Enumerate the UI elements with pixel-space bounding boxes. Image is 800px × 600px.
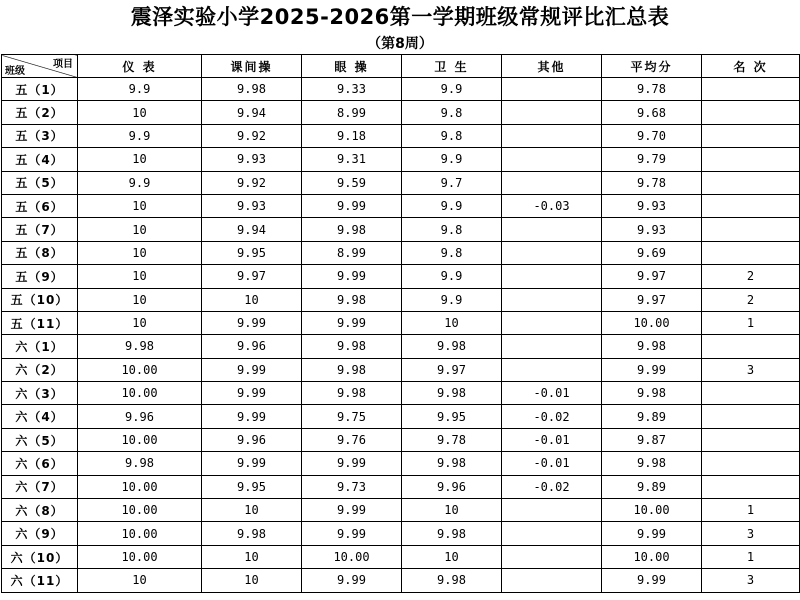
other-cell: -0.01 (502, 452, 602, 475)
class-cell: 五（3） (2, 124, 78, 147)
rank-cell (702, 78, 800, 101)
break-exercise-cell: 9.97 (202, 265, 302, 288)
rank-cell (702, 382, 800, 405)
rank-cell (702, 124, 800, 147)
appearance-cell: 10.00 (78, 475, 202, 498)
break-exercise-cell: 9.93 (202, 194, 302, 217)
rank-cell: 3 (702, 569, 800, 592)
hygiene-cell: 9.98 (402, 522, 502, 545)
hygiene-cell: 9.9 (402, 194, 502, 217)
column-header: 卫 生 (402, 55, 502, 78)
table-row (2, 78, 800, 101)
break-exercise-cell: 9.95 (202, 241, 302, 264)
eye-exercise-cell: 9.59 (302, 171, 402, 194)
appearance-cell: 9.9 (78, 78, 202, 101)
class-cell: 六（5） (2, 428, 78, 451)
average-cell: 9.89 (602, 405, 702, 428)
class-cell: 五（6） (2, 194, 78, 217)
break-exercise-cell: 9.99 (202, 358, 302, 381)
page-title: 震泽实验小学2025-2026第一学期班级常规评比汇总表 (130, 5, 670, 29)
other-cell: -0.01 (502, 382, 602, 405)
appearance-cell: 10 (78, 569, 202, 592)
eye-exercise-cell: 9.98 (302, 288, 402, 311)
other-cell (502, 335, 602, 358)
table-row (2, 194, 800, 217)
column-header: 眼 操 (302, 55, 402, 78)
break-exercise-cell: 9.96 (202, 335, 302, 358)
rank-cell: 2 (702, 265, 800, 288)
table-row (2, 499, 800, 522)
class-cell: 六（2） (2, 358, 78, 381)
rank-cell: 3 (702, 522, 800, 545)
header-row (2, 55, 800, 78)
eye-exercise-cell: 9.18 (302, 124, 402, 147)
hygiene-cell: 9.9 (402, 288, 502, 311)
rank-cell (702, 428, 800, 451)
average-cell: 9.89 (602, 475, 702, 498)
table-row (2, 452, 800, 475)
class-cell: 六（7） (2, 475, 78, 498)
appearance-cell: 10.00 (78, 499, 202, 522)
table-row (2, 311, 800, 334)
table-row (2, 358, 800, 381)
eye-exercise-cell: 9.33 (302, 78, 402, 101)
eye-exercise-cell: 9.75 (302, 405, 402, 428)
eye-exercise-cell: 9.99 (302, 569, 402, 592)
rank-cell (702, 452, 800, 475)
other-cell (502, 171, 602, 194)
class-cell: 六（4） (2, 405, 78, 428)
other-cell: -0.03 (502, 194, 602, 217)
class-cell: 六（9） (2, 522, 78, 545)
break-exercise-cell: 9.99 (202, 382, 302, 405)
rank-cell (702, 171, 800, 194)
eye-exercise-cell: 9.99 (302, 265, 402, 288)
class-cell: 五（7） (2, 218, 78, 241)
break-exercise-cell: 10 (202, 545, 302, 568)
rank-cell (702, 475, 800, 498)
break-exercise-cell: 9.94 (202, 101, 302, 124)
rank-cell: 1 (702, 311, 800, 334)
hygiene-cell: 9.98 (402, 452, 502, 475)
other-cell (502, 78, 602, 101)
eye-exercise-cell: 10.00 (302, 545, 402, 568)
other-cell (502, 124, 602, 147)
average-cell: 9.98 (602, 452, 702, 475)
appearance-cell: 9.9 (78, 171, 202, 194)
hygiene-cell: 9.78 (402, 428, 502, 451)
hygiene-cell: 10 (402, 311, 502, 334)
hygiene-cell: 9.97 (402, 358, 502, 381)
appearance-cell: 9.98 (78, 335, 202, 358)
hygiene-cell: 9.8 (402, 241, 502, 264)
hygiene-cell: 9.8 (402, 124, 502, 147)
table-row (2, 569, 800, 592)
break-exercise-cell: 9.92 (202, 124, 302, 147)
average-cell: 9.79 (602, 148, 702, 171)
hygiene-cell: 9.98 (402, 335, 502, 358)
column-header: 其他 (502, 55, 602, 78)
eye-exercise-cell: 9.31 (302, 148, 402, 171)
corner-header-cell (2, 55, 78, 78)
class-cell: 五（10） (2, 288, 78, 311)
other-cell (502, 265, 602, 288)
break-exercise-cell: 9.93 (202, 148, 302, 171)
eye-exercise-cell: 9.76 (302, 428, 402, 451)
eye-exercise-cell: 9.99 (302, 522, 402, 545)
hygiene-cell: 9.7 (402, 171, 502, 194)
average-cell: 9.97 (602, 265, 702, 288)
average-cell: 9.98 (602, 382, 702, 405)
appearance-cell: 10 (78, 148, 202, 171)
column-header: 平均分 (602, 55, 702, 78)
average-cell: 9.99 (602, 569, 702, 592)
average-cell: 9.78 (602, 171, 702, 194)
appearance-cell: 9.9 (78, 124, 202, 147)
class-cell: 六（1） (2, 335, 78, 358)
hygiene-cell: 10 (402, 499, 502, 522)
hygiene-cell: 9.9 (402, 265, 502, 288)
average-cell: 9.68 (602, 101, 702, 124)
other-cell (502, 288, 602, 311)
rank-cell (702, 218, 800, 241)
table-row (2, 218, 800, 241)
appearance-cell: 10.00 (78, 428, 202, 451)
other-cell (502, 148, 602, 171)
hygiene-cell: 9.8 (402, 218, 502, 241)
other-cell (502, 311, 602, 334)
other-cell: -0.01 (502, 428, 602, 451)
break-exercise-cell: 10 (202, 288, 302, 311)
column-header: 课间操 (202, 55, 302, 78)
average-cell: 9.69 (602, 241, 702, 264)
hygiene-cell: 9.95 (402, 405, 502, 428)
appearance-cell: 10 (78, 288, 202, 311)
appearance-cell: 10 (78, 241, 202, 264)
average-cell: 9.78 (602, 78, 702, 101)
table-row (2, 265, 800, 288)
other-cell (502, 101, 602, 124)
table-row (2, 405, 800, 428)
class-cell: 五（4） (2, 148, 78, 171)
table-row (2, 171, 800, 194)
appearance-cell: 10.00 (78, 382, 202, 405)
rank-cell: 1 (702, 499, 800, 522)
class-cell: 五（9） (2, 265, 78, 288)
table-row (2, 522, 800, 545)
other-cell (502, 545, 602, 568)
class-cell: 六（6） (2, 452, 78, 475)
hygiene-cell: 9.9 (402, 78, 502, 101)
eye-exercise-cell: 8.99 (302, 101, 402, 124)
average-cell: 10.00 (602, 311, 702, 334)
eye-exercise-cell: 9.98 (302, 382, 402, 405)
page-subtitle: （第8周） (367, 36, 433, 52)
appearance-cell: 9.96 (78, 405, 202, 428)
table-body (2, 78, 800, 593)
average-cell: 9.93 (602, 218, 702, 241)
break-exercise-cell: 9.96 (202, 428, 302, 451)
class-cell: 六（8） (2, 499, 78, 522)
eye-exercise-cell: 9.73 (302, 475, 402, 498)
table-row (2, 148, 800, 171)
rank-cell (702, 335, 800, 358)
appearance-cell: 10 (78, 194, 202, 217)
class-cell: 六（11） (2, 569, 78, 592)
appearance-cell: 10 (78, 311, 202, 334)
hygiene-cell: 10 (402, 545, 502, 568)
rank-cell (702, 148, 800, 171)
average-cell: 9.87 (602, 428, 702, 451)
break-exercise-cell: 9.92 (202, 171, 302, 194)
class-cell: 五（1） (2, 78, 78, 101)
eye-exercise-cell: 9.98 (302, 335, 402, 358)
break-exercise-cell: 9.99 (202, 452, 302, 475)
other-cell (502, 358, 602, 381)
table-row (2, 545, 800, 568)
break-exercise-cell: 10 (202, 569, 302, 592)
average-cell: 9.99 (602, 522, 702, 545)
eye-exercise-cell: 9.98 (302, 218, 402, 241)
break-exercise-cell: 9.99 (202, 405, 302, 428)
break-exercise-cell: 9.98 (202, 78, 302, 101)
table-row (2, 101, 800, 124)
hygiene-cell: 9.96 (402, 475, 502, 498)
eye-exercise-cell: 9.99 (302, 499, 402, 522)
table-row (2, 335, 800, 358)
table-row (2, 241, 800, 264)
break-exercise-cell: 9.99 (202, 311, 302, 334)
rank-cell: 1 (702, 545, 800, 568)
appearance-cell: 9.98 (78, 452, 202, 475)
class-cell: 六（3） (2, 382, 78, 405)
other-cell (502, 218, 602, 241)
rank-cell (702, 101, 800, 124)
rank-cell (702, 241, 800, 264)
rank-cell (702, 194, 800, 217)
break-exercise-cell: 9.98 (202, 522, 302, 545)
corner-item-label: 项目 (53, 59, 73, 70)
class-cell: 五（5） (2, 171, 78, 194)
rank-cell: 3 (702, 358, 800, 381)
table-row (2, 475, 800, 498)
hygiene-cell: 9.98 (402, 569, 502, 592)
class-cell: 六（10） (2, 545, 78, 568)
other-cell (502, 241, 602, 264)
other-cell (502, 499, 602, 522)
other-cell: -0.02 (502, 475, 602, 498)
class-cell: 五（11） (2, 311, 78, 334)
appearance-cell: 10.00 (78, 522, 202, 545)
corner-class-label: 班级 (5, 66, 25, 77)
rank-cell (702, 405, 800, 428)
eye-exercise-cell: 9.99 (302, 452, 402, 475)
break-exercise-cell: 10 (202, 499, 302, 522)
class-cell: 五（8） (2, 241, 78, 264)
average-cell: 10.00 (602, 545, 702, 568)
appearance-cell: 10.00 (78, 358, 202, 381)
column-header: 仪 表 (78, 55, 202, 78)
other-cell (502, 522, 602, 545)
other-cell (502, 569, 602, 592)
table-row (2, 428, 800, 451)
average-cell: 9.98 (602, 335, 702, 358)
break-exercise-cell: 9.94 (202, 218, 302, 241)
summary-table (1, 54, 800, 593)
eye-exercise-cell: 9.99 (302, 194, 402, 217)
hygiene-cell: 9.8 (402, 101, 502, 124)
eye-exercise-cell: 8.99 (302, 241, 402, 264)
break-exercise-cell: 9.95 (202, 475, 302, 498)
appearance-cell: 10 (78, 101, 202, 124)
column-header: 名 次 (702, 55, 800, 78)
table-row (2, 288, 800, 311)
eye-exercise-cell: 9.98 (302, 358, 402, 381)
average-cell: 9.99 (602, 358, 702, 381)
other-cell: -0.02 (502, 405, 602, 428)
eye-exercise-cell: 9.99 (302, 311, 402, 334)
table-row (2, 124, 800, 147)
appearance-cell: 10 (78, 265, 202, 288)
average-cell: 9.97 (602, 288, 702, 311)
hygiene-cell: 9.98 (402, 382, 502, 405)
average-cell: 9.93 (602, 194, 702, 217)
appearance-cell: 10 (78, 218, 202, 241)
appearance-cell: 10.00 (78, 545, 202, 568)
class-cell: 五（2） (2, 101, 78, 124)
average-cell: 10.00 (602, 499, 702, 522)
average-cell: 9.70 (602, 124, 702, 147)
rank-cell: 2 (702, 288, 800, 311)
table-row (2, 382, 800, 405)
hygiene-cell: 9.9 (402, 148, 502, 171)
